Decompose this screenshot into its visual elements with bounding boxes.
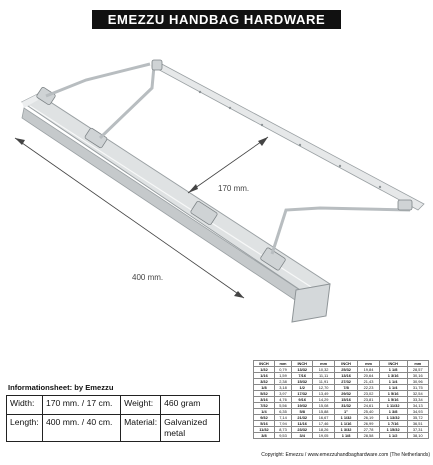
inch-cell: 1 1/4	[379, 385, 407, 391]
rail-end-cap	[292, 284, 330, 322]
column-header: INCH	[379, 361, 407, 367]
mm-cell: 19,84	[358, 367, 379, 373]
weight-value: 460 gram	[161, 396, 220, 415]
mm-cell: 7,94	[274, 421, 291, 427]
inch-cell: 1/16	[254, 373, 275, 379]
inch-cell: 9/32	[254, 415, 275, 421]
inch-cell: 3/8	[254, 433, 275, 439]
inch-cell: 1/2	[292, 385, 313, 391]
inch-cell: 5/8	[292, 409, 313, 415]
mm-cell: 18,26	[313, 427, 334, 433]
mm-cell: 36,51	[407, 421, 428, 427]
mm-cell: 21,43	[358, 379, 379, 385]
column-header: mm	[407, 361, 428, 367]
width-dimension-label: 170 mm.	[218, 184, 250, 193]
column-header: mm	[313, 361, 334, 367]
column-header: INCH	[334, 361, 358, 367]
inch-cell: 31/32	[334, 403, 358, 409]
mm-cell: 33,34	[407, 397, 428, 403]
mm-cell: 16,67	[313, 415, 334, 421]
inch-cell: 1 5/16	[379, 397, 407, 403]
length-value: 400 mm. / 40 cm.	[42, 415, 120, 442]
info-table	[6, 395, 220, 442]
width-label: Width:	[7, 396, 43, 415]
mm-cell: 27,78	[358, 427, 379, 433]
inch-cell: 7/32	[254, 403, 275, 409]
weight-label: Weight:	[121, 396, 161, 415]
mm-cell: 11,11	[313, 373, 334, 379]
inch-cell: 1 3/8	[379, 409, 407, 415]
main-rail	[22, 94, 330, 302]
mm-cell: 28,58	[358, 433, 379, 439]
mm-cell: 34,93	[407, 409, 428, 415]
inch-cell: 1/32	[254, 367, 275, 373]
page-title: EMEZZU HANDBAG HARDWARE	[92, 10, 341, 29]
mm-cell: 0,79	[274, 367, 291, 373]
inch-cell: 1 5/16	[379, 391, 407, 397]
mm-cell: 17,46	[313, 421, 334, 427]
mm-cell: 7,14	[274, 415, 291, 421]
mm-cell: 13,49	[313, 391, 334, 397]
length-label: Length:	[7, 415, 43, 442]
mm-cell: 34,13	[407, 403, 428, 409]
inch-cell: 1 1/8	[379, 367, 407, 373]
inch-cell: 5/32	[254, 391, 275, 397]
mm-cell: 30,96	[407, 379, 428, 385]
mm-cell: 35,72	[407, 415, 428, 421]
inch-cell: 1"	[334, 409, 358, 415]
mm-cell: 24,61	[358, 403, 379, 409]
inch-cell: 3/16	[254, 397, 275, 403]
inch-cell: 27/32	[334, 379, 358, 385]
mm-cell: 38,10	[407, 433, 428, 439]
mm-cell: 1,59	[274, 373, 291, 379]
mm-cell: 26,99	[358, 421, 379, 427]
inch-cell: 15/32	[292, 379, 313, 385]
width-value: 170 mm. / 17 cm.	[42, 396, 120, 415]
info-row	[7, 415, 220, 442]
inch-cell: 1/4	[254, 409, 275, 415]
inch-cell: 1 1/4	[379, 379, 407, 385]
mm-cell: 15,08	[313, 403, 334, 409]
mm-cell: 6,35	[274, 409, 291, 415]
inch-cell: 9/16	[292, 397, 313, 403]
inch-cell: 15/16	[334, 397, 358, 403]
mm-cell: 11,91	[313, 379, 334, 385]
column-header: INCH	[292, 361, 313, 367]
mm-cell: 4,76	[274, 397, 291, 403]
material-value: Galvanized metal	[161, 415, 220, 442]
inch-cell: 1 3/16	[379, 373, 407, 379]
mm-cell: 9,53	[274, 433, 291, 439]
mm-cell: 23,81	[358, 397, 379, 403]
inch-cell: 29/32	[334, 391, 358, 397]
mm-cell: 31,75	[407, 385, 428, 391]
inch-cell: 11/16	[292, 421, 313, 427]
inch-cell: 1 11/32	[379, 403, 407, 409]
mm-cell: 2,38	[274, 379, 291, 385]
product-photo	[0, 40, 433, 350]
inch-cell: 13/16	[334, 373, 358, 379]
info-sheet-title: Informationsheet: by Emezzu	[8, 383, 114, 392]
mm-cell: 32,54	[407, 391, 428, 397]
inch-cell: 1 3/32	[334, 427, 358, 433]
mm-cell: 37,31	[407, 427, 428, 433]
mm-cell: 30,16	[407, 373, 428, 379]
mm-cell: 20,64	[358, 373, 379, 379]
inch-cell: 5/16	[254, 421, 275, 427]
inch-mm-conversion-table	[253, 360, 429, 439]
inch-cell: 11/32	[254, 427, 275, 433]
column-header: INCH	[254, 361, 275, 367]
column-header: mm	[274, 361, 291, 367]
inch-cell: 1 1/2	[379, 433, 407, 439]
main-rail-side	[22, 108, 318, 314]
inch-cell: 1 7/16	[379, 421, 407, 427]
inch-cell: 19/32	[292, 403, 313, 409]
mm-cell: 25,40	[358, 409, 379, 415]
inch-cell: 25/32	[334, 367, 358, 373]
inch-cell: 7/16	[292, 373, 313, 379]
mm-cell: 26,19	[358, 415, 379, 421]
mm-cell: 23,02	[358, 391, 379, 397]
mm-cell: 22,23	[358, 385, 379, 391]
mm-cell: 12,70	[313, 385, 334, 391]
linkage-arm-left	[46, 64, 150, 96]
inch-cell: 13/32	[292, 367, 313, 373]
inch-cell: 21/32	[292, 415, 313, 421]
linkage-arm-right	[272, 208, 410, 254]
linkage-arm-mid	[100, 66, 154, 138]
mm-cell: 5,56	[274, 403, 291, 409]
mm-cell: 15,88	[313, 409, 334, 415]
inch-cell: 1 15/32	[379, 427, 407, 433]
mm-cell: 19,05	[313, 433, 334, 439]
mm-cell: 28,57	[407, 367, 428, 373]
mm-cell: 3,18	[274, 385, 291, 391]
inch-cell: 3/32	[254, 379, 275, 385]
info-row	[7, 396, 220, 415]
mm-cell: 8,73	[274, 427, 291, 433]
mm-cell: 14,29	[313, 397, 334, 403]
inch-cell: 1 1/16	[334, 421, 358, 427]
inch-cell: 17/32	[292, 391, 313, 397]
column-header: mm	[358, 361, 379, 367]
mm-cell: 10,32	[313, 367, 334, 373]
inch-cell: 7/8	[334, 385, 358, 391]
inch-cell: 23/32	[292, 427, 313, 433]
inch-cell: 1/8	[254, 385, 275, 391]
inch-cell: 1 1/32	[334, 415, 358, 421]
material-label: Material:	[121, 415, 161, 442]
copyright-footer: Copyright: Emezzu / www.emezzuhandbaghardware.com (The Netherlands)	[261, 452, 430, 458]
handbag-frame-drawing	[0, 40, 433, 350]
inch-cell: 1 13/32	[379, 415, 407, 421]
inch-cell: 3/4	[292, 433, 313, 439]
inch-cell: 1 1/8	[334, 433, 358, 439]
length-dimension-label: 400 mm.	[132, 273, 164, 282]
conversion-row	[254, 433, 429, 439]
mm-cell: 3,97	[274, 391, 291, 397]
